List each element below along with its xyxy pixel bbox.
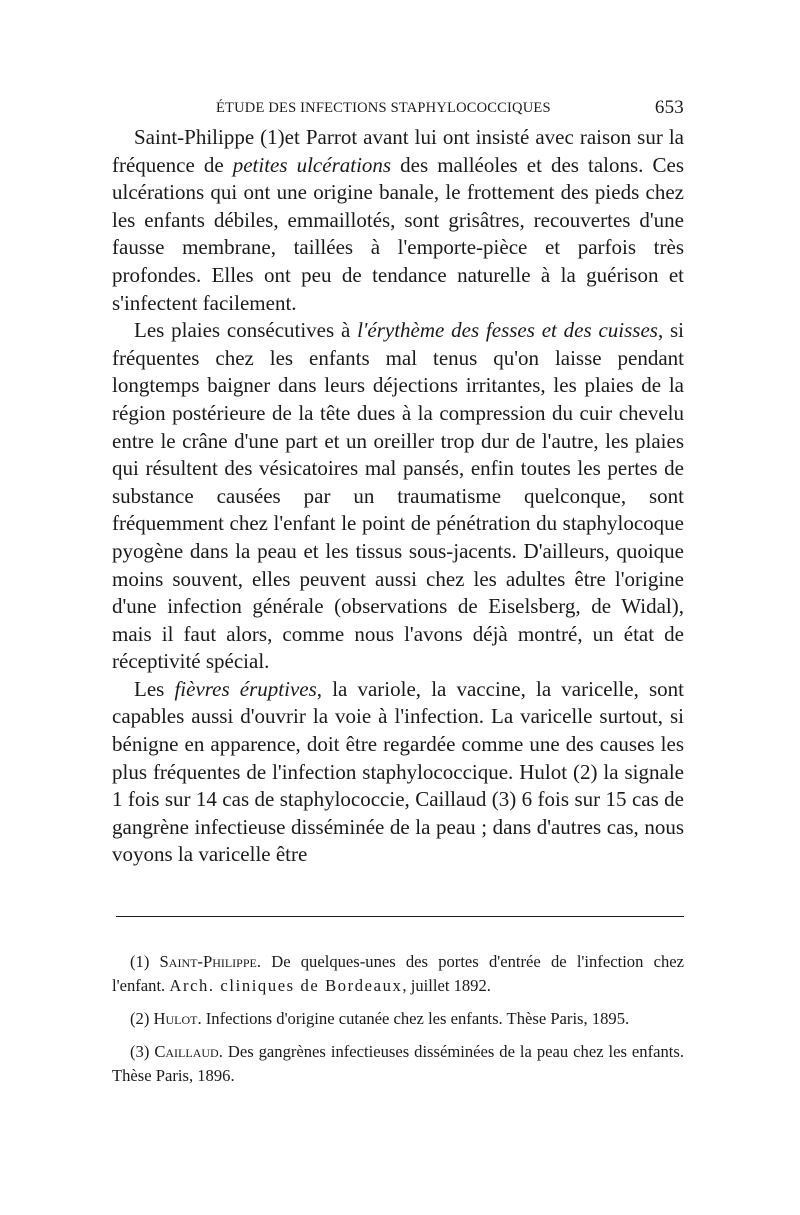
footnote-3-marker: (3)	[130, 1042, 155, 1061]
footnote-2-marker: (2)	[130, 1009, 154, 1028]
paragraph-3-text-a: Les	[134, 676, 175, 701]
paragraph-2-text-b: , si fréquentes chez les enfants mal tenus qu'on laisse pendant longtemps baigner dans leurs déjections irritantes, les plaies de la région postérieure de la tête dues à la compression du cuir chevelu entre le crâne d'une part et un oreiller trop dur de l'autre, les plaies qui résultent des vésicatoires mal pansés, enfin toutes les pertes de substance causées par un traumatisme quelconque, sont fréquemment chez l'enfant le point de pénétration du staphylocoque pyogène dans la peau et les tissus sous-jacents. D'ailleurs, quoique moins souvent, elles peuvent aussi chez les adultes être l'origine d'une infection générale (observations de Eiselsberg, de Widal), mais il faut alors, comme nous l'avons déjà montré, un état de réceptivité spécial.	[112, 318, 684, 674]
paragraph-2	[112, 317, 684, 676]
paragraph-2-text-a: Les plaies consécutives à	[134, 318, 358, 343]
main-text	[112, 124, 684, 869]
paragraph-1-text-a: Saint-Philippe (1)et Parrot avant lui ont insisté avec raison sur la fréquence de	[112, 125, 684, 177]
footnote-1-tail: , juillet 1892.	[402, 976, 491, 995]
footnote-2-text: Infections d'origine cutanée chez les enfants. Thèse Paris, 1895.	[201, 1009, 630, 1028]
footnote-3-author: Caillaud.	[154, 1042, 223, 1061]
paragraph-3-italic: fièvres éruptives	[174, 676, 317, 701]
footnote-2-author: Hulot.	[153, 1009, 202, 1028]
paragraph-1-italic: petites ulcérations	[232, 152, 392, 177]
paragraph-3	[112, 676, 684, 869]
page-number: 653	[654, 97, 684, 118]
footnotes	[112, 950, 684, 1097]
footnote-1-journal: Arch. cliniques de Bordeaux	[169, 976, 403, 995]
paragraph-1	[112, 124, 684, 317]
footnote-1-text: De quelques-unes des portes d'entrée de l'infection chez l'enfant.	[112, 952, 684, 995]
footnote-3	[112, 1040, 684, 1088]
footnote-1	[112, 950, 684, 998]
footnote-divider	[116, 916, 684, 917]
running-title: ÉTUDE DES INFECTIONS STAPHYLOCOCCIQUES	[216, 100, 551, 116]
footnote-2	[112, 1007, 684, 1031]
paragraph-1-text-b: des malléoles et des talons. Ces ulcérations qui ont une origine banale, le frottement des pieds chez les enfants débiles, emmaillotés, sont grisâtres, recouvertes d'une fausse membrane, taillées à l'emporte-pièce et parfois très profondes. Elles ont peu de tendance naturelle à la guérison et s'infectent facilement.	[112, 152, 684, 315]
footnote-1-marker: (1)	[130, 952, 160, 971]
paragraph-3-text-b: , la variole, la vaccine, la varicelle, sont capables aussi d'ouvrir la voie à l'infection. La varicelle surtout, si bénigne en apparence, doit être regardée comme une des causes les plus fréquentes de l'infection staphylococcique. Hulot (2) la signale 1 fois sur 14 cas de staphylococcie, Caillaud (3) 6 fois sur 15 cas de gangrène infectieuse disséminée de la peau ; dans d'autres cas, nous voyons la varicelle être	[112, 676, 684, 867]
footnote-3-text: Des gangrènes infectieuses disséminées de la peau chez les enfants. Thèse Paris, 1896.	[112, 1042, 684, 1085]
footnote-1-author: Saint-Philippe.	[159, 952, 262, 971]
paragraph-2-italic: l'érythème des fesses et des cuisses	[357, 318, 658, 343]
